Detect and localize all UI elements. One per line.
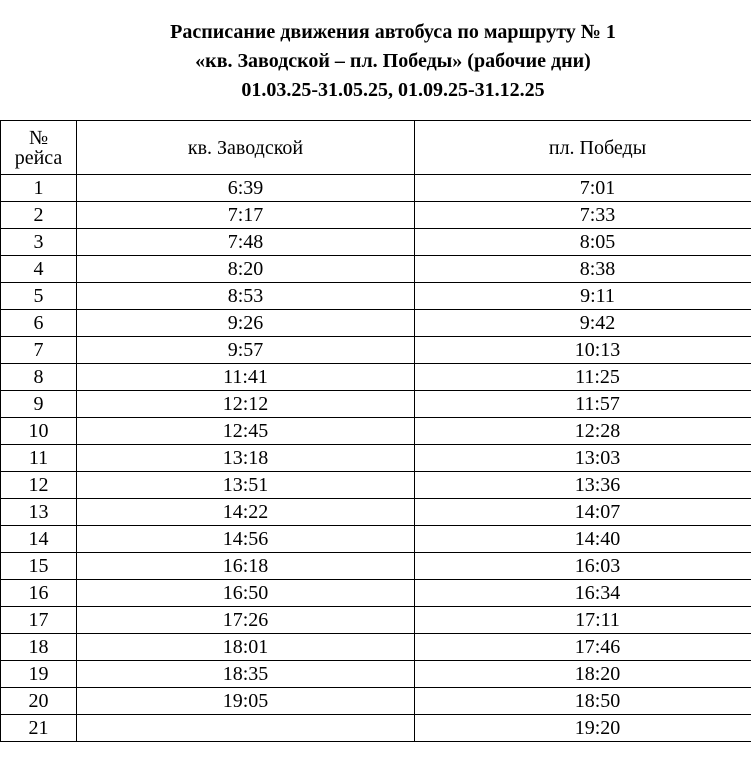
table-row xyxy=(1,391,751,418)
trip-number-cell: 7 xyxy=(1,337,77,364)
departure-time-cell: 13:51 xyxy=(77,472,415,499)
document-title xyxy=(0,18,751,105)
table-row xyxy=(1,661,751,688)
trip-number-cell: 14 xyxy=(1,526,77,553)
arrival-time-cell: 8:38 xyxy=(415,256,751,283)
arrival-time-cell: 17:46 xyxy=(415,634,751,661)
table-row xyxy=(1,364,751,391)
arrival-time-cell: 7:01 xyxy=(415,175,751,202)
departure-time-cell: 8:20 xyxy=(77,256,415,283)
trip-number-cell: 3 xyxy=(1,229,77,256)
trip-number-cell: 4 xyxy=(1,256,77,283)
trip-number-cell: 20 xyxy=(1,688,77,715)
trip-number-cell: 9 xyxy=(1,391,77,418)
arrival-time-cell: 11:57 xyxy=(415,391,751,418)
trip-number-cell: 16 xyxy=(1,580,77,607)
table-row xyxy=(1,418,751,445)
schedule-body xyxy=(1,175,751,742)
arrival-time-cell: 16:34 xyxy=(415,580,751,607)
departure-time-cell: 11:41 xyxy=(77,364,415,391)
departure-time-cell: 9:26 xyxy=(77,310,415,337)
departure-time-cell: 12:45 xyxy=(77,418,415,445)
trip-number-cell: 5 xyxy=(1,283,77,310)
header-row xyxy=(1,121,751,175)
departure-time-cell: 16:18 xyxy=(77,553,415,580)
trip-number-cell: 2 xyxy=(1,202,77,229)
arrival-time-cell: 19:20 xyxy=(415,715,751,742)
table-row xyxy=(1,337,751,364)
departure-time-cell: 14:56 xyxy=(77,526,415,553)
arrival-time-cell: 9:42 xyxy=(415,310,751,337)
table-row xyxy=(1,472,751,499)
table-row xyxy=(1,526,751,553)
table-row xyxy=(1,499,751,526)
departure-time-cell: 18:35 xyxy=(77,661,415,688)
table-row xyxy=(1,175,751,202)
table-row xyxy=(1,229,751,256)
title-stops: «кв. Заводской – пл. Победы» (рабочие дни) xyxy=(195,50,591,72)
arrival-time-cell: 18:50 xyxy=(415,688,751,715)
departure-time-cell: 9:57 xyxy=(77,337,415,364)
title-route: Расписание движения автобуса по маршруту № 1 xyxy=(170,21,616,43)
table-row xyxy=(1,202,751,229)
arrival-time-cell: 13:03 xyxy=(415,445,751,472)
trip-number-header-sign: № xyxy=(28,126,49,149)
table-row xyxy=(1,256,751,283)
arrival-time-cell: 8:05 xyxy=(415,229,751,256)
arrival-time-cell: 12:28 xyxy=(415,418,751,445)
table-row xyxy=(1,445,751,472)
arrival-time-cell: 7:33 xyxy=(415,202,751,229)
table-row xyxy=(1,553,751,580)
trip-number-cell: 15 xyxy=(1,553,77,580)
departure-time-cell: 13:18 xyxy=(77,445,415,472)
trip-number-header-word: рейса xyxy=(14,146,63,169)
departure-time-cell: 19:05 xyxy=(77,688,415,715)
departure-time-cell: 18:01 xyxy=(77,634,415,661)
trip-number-cell: 11 xyxy=(1,445,77,472)
table-row xyxy=(1,283,751,310)
departure-time-cell: 8:53 xyxy=(77,283,415,310)
arrival-time-cell: 18:20 xyxy=(415,661,751,688)
trip-number-cell: 1 xyxy=(1,175,77,202)
table-row xyxy=(1,715,751,742)
arrival-time-cell: 16:03 xyxy=(415,553,751,580)
arrival-time-cell: 17:11 xyxy=(415,607,751,634)
table-row xyxy=(1,310,751,337)
trip-number-cell: 10 xyxy=(1,418,77,445)
from-stop-header: кв. Заводской xyxy=(77,121,415,175)
trip-number-cell: 8 xyxy=(1,364,77,391)
to-stop-header: пл. Победы xyxy=(415,121,751,175)
table-row xyxy=(1,688,751,715)
arrival-time-cell: 11:25 xyxy=(415,364,751,391)
arrival-time-cell: 13:36 xyxy=(415,472,751,499)
arrival-time-cell: 9:11 xyxy=(415,283,751,310)
table-row xyxy=(1,580,751,607)
trip-number-cell: 18 xyxy=(1,634,77,661)
trip-number-cell: 6 xyxy=(1,310,77,337)
schedule-table xyxy=(0,120,751,742)
departure-time-cell: 7:48 xyxy=(77,229,415,256)
departure-time-cell: 7:17 xyxy=(77,202,415,229)
departure-time-cell: 12:12 xyxy=(77,391,415,418)
departure-time-cell: 14:22 xyxy=(77,499,415,526)
departure-time-cell xyxy=(77,715,415,742)
title-dates: 01.03.25-31.05.25, 01.09.25-31.12.25 xyxy=(241,79,545,101)
trip-number-cell: 19 xyxy=(1,661,77,688)
trip-number-cell: 12 xyxy=(1,472,77,499)
departure-time-cell: 6:39 xyxy=(77,175,415,202)
arrival-time-cell: 14:07 xyxy=(415,499,751,526)
departure-time-cell: 17:26 xyxy=(77,607,415,634)
arrival-time-cell: 10:13 xyxy=(415,337,751,364)
departure-time-cell: 16:50 xyxy=(77,580,415,607)
trip-number-cell: 21 xyxy=(1,715,77,742)
trip-number-cell: 13 xyxy=(1,499,77,526)
trip-number-header xyxy=(1,121,77,175)
table-row xyxy=(1,634,751,661)
arrival-time-cell: 14:40 xyxy=(415,526,751,553)
trip-number-cell: 17 xyxy=(1,607,77,634)
table-row xyxy=(1,607,751,634)
